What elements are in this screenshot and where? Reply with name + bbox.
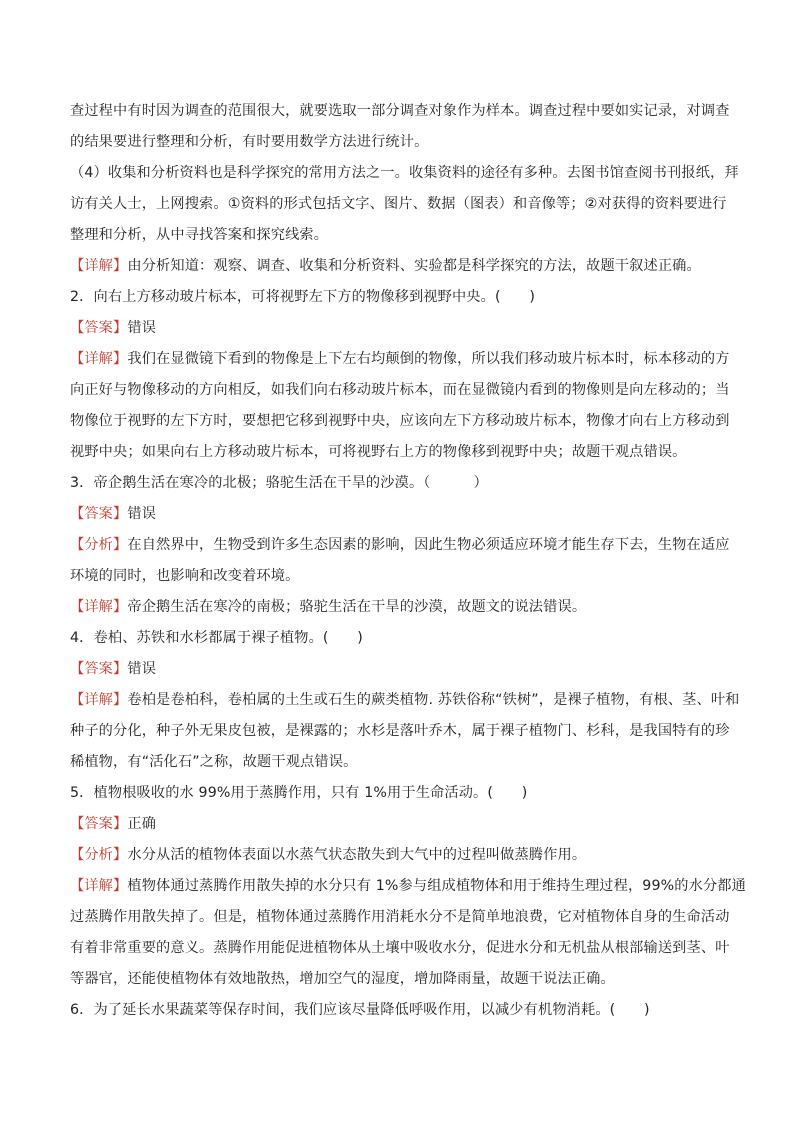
text-line: 向正好与物像移动的方向相反，如我们向右移动玻片标本，而在显微镜内看到的物像则是向左移动的；当	[70, 382, 730, 398]
text-line: 视野中央；如果向右上方移动玻片标本，可将视野右上方的物像移到视野中央；故题干观点错误。	[70, 444, 687, 460]
detail-paragraph	[70, 251, 730, 282]
answer-text: 错误	[127, 506, 157, 522]
detail-tag: 【详解】	[70, 878, 128, 894]
text-line: 整理和分析，从中寻找答案和探究线索。	[70, 227, 329, 243]
detail-text: 卷柏是卷柏科，卷柏属的土生或石生的蕨类植物. 苏铁俗称“铁树”，是裸子植物，有根、茎、叶和	[127, 692, 740, 708]
question-6: 6．为了延长水果蔬菜等保存时间，我们应该尽量降低呼吸作用，以减少有机物消耗。( )	[70, 1002, 650, 1018]
answer-text: 错误	[127, 661, 157, 677]
detail-2	[70, 344, 730, 375]
question-2: 2．向右上方移动玻片标本，可将视野左下方的物像移到视野中央。( )	[70, 289, 536, 305]
detail-tag: 【详解】	[70, 351, 128, 367]
text-line: 环境的同时，也影响和改变着环境。	[70, 568, 300, 584]
analysis-tag: 【分析】	[70, 537, 128, 553]
text-line: 的结果要进行整理和分析，有时要用数学方法进行统计。	[70, 134, 429, 150]
text-line: 访有关人士，上网搜索。①资料的形式包括文字、图片、数据（图表）和音像等；②对获得的资料要进行	[70, 196, 727, 212]
detail-5	[70, 871, 746, 902]
detail-3	[70, 592, 730, 623]
answer-text: 错误	[127, 320, 157, 336]
text-line: 查过程中有时因为调查的范围很大，就要选取一部分调查对象作为样本。调查过程中要如实记录，对调查	[70, 103, 730, 119]
detail-text: 我们在显微镜下看到的物像是上下左右均颠倒的物像，所以我们移动玻片标本时，标本移动的方	[127, 351, 730, 367]
answer-2	[70, 313, 730, 344]
answer-4	[70, 654, 730, 685]
detail-text: 植物体通过蒸腾作用散失掉的水分只有 1%参与组成植物体和用于维持生理过程，99%的水分都通	[127, 878, 746, 894]
analysis-text: 在自然界中，生物受到许多生态因素的影响，因此生物必须适应环境才能生存下去，生物在适应	[127, 537, 730, 553]
question-3: 3．帝企鹅生活在寒冷的北极；骆驼生活在干旱的沙漠。（ ）	[70, 475, 488, 491]
detail-4	[70, 685, 740, 716]
answer-tag: 【答案】	[70, 320, 128, 336]
question-5: 5．植物根吸收的水 99%用于蒸腾作用，只有 1%用于生命活动。( )	[70, 785, 528, 801]
answer-3	[70, 499, 730, 530]
text-line: 稀植物，有“活化石”之称，故题干观点错误。	[70, 754, 358, 770]
detail-tag: 【详解】	[70, 599, 128, 615]
text-line: （4）收集和分析资料也是科学探究的常用方法之一。收集资料的途径有多种。去图书馆查阅书刊报纸，拜	[70, 165, 739, 181]
answer-text: 正确	[127, 816, 157, 832]
detail-text: 由分析知道：观察、调查、收集和分析资料、实验都是科学探究的方法，故题干叙述正确。	[127, 258, 701, 274]
detail-tag: 【详解】	[70, 692, 128, 708]
page-content	[70, 96, 746, 1026]
question-4: 4．卷柏、苏铁和水杉都属于裸子植物。( )	[70, 630, 363, 646]
text-line: 物像位于视野的左下方时，要想把它移到视野中央，应该向左下方移动玻片标本，物像才向右上方移动到	[70, 413, 730, 429]
answer-tag: 【答案】	[70, 506, 128, 522]
detail-tag: 【详解】	[70, 258, 128, 274]
analysis-text: 水分从活的植物体表面以水蒸气状态散失到大气中的过程叫做蒸腾作用。	[127, 847, 587, 863]
analysis-3	[70, 530, 730, 561]
answer-tag: 【答案】	[70, 661, 128, 677]
detail-text: 帝企鹅生活在寒冷的南极；骆驼生活在干旱的沙漠，故题文的说法错误。	[127, 599, 587, 615]
text-line: 有着非常重要的意义。蒸腾作用能促进植物体从土壤中吸收水分，促进水分和无机盐从根部输送到茎、叶	[70, 940, 730, 956]
analysis-tag: 【分析】	[70, 847, 128, 863]
answer-5	[70, 809, 730, 840]
text-line: 等器官，还能使植物体有效地散热，增加空气的湿度，增加降雨量，故题干说法正确。	[70, 971, 615, 987]
text-line: 过蒸腾作用散失掉了。但是，植物体通过蒸腾作用消耗水分不是简单地浪费，它对植物体自身的生命活动	[70, 909, 730, 925]
answer-tag: 【答案】	[70, 816, 128, 832]
analysis-5	[70, 840, 730, 871]
text-line: 种子的分化，种子外无果皮包被，是裸露的；水杉是落叶乔木，属于裸子植物门、杉科，是我国特有的珍	[70, 723, 730, 739]
